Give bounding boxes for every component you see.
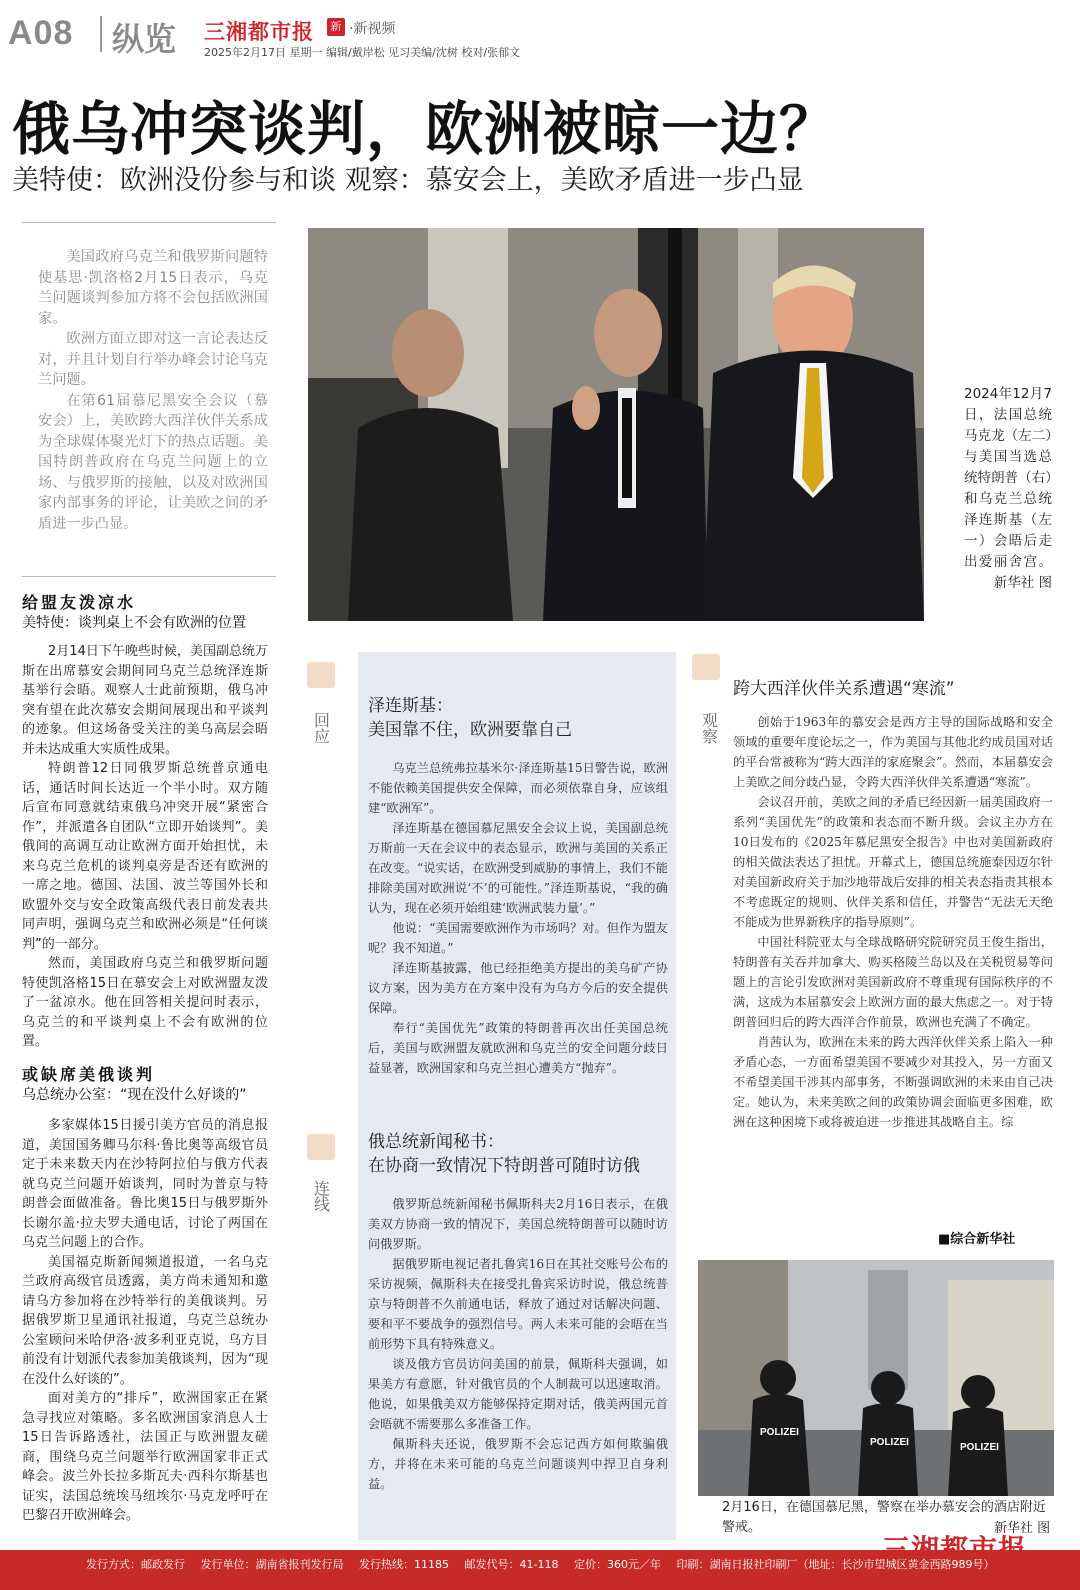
section1-subtitle: 美特使：谈判桌上不会有欧洲的位置 <box>22 615 246 631</box>
body-paragraph: 美国福克斯新闻频道报道，一名乌克兰政府高级官员透露，美方尚未通知和邀请乌方参加将在沙特举行的美俄谈判。另据俄罗斯卫星通讯社报道，乌克兰总统办公室顾问米哈伊洛·波多利亚克说，乌方目前没有计划派代表参加美俄谈判，因为“现在没什么好谈的”。 <box>22 1254 268 1387</box>
body-paragraph: 2月14日下午晚些时候，美国副总统万斯在出席慕安会期间同乌克兰总统泽连斯基举行会晤。观察人士此前预期，俄乌冲突有望在此次慕安会期间展现出和平谈判的迹象。但这场备受关注的美乌高层会晤并未达成重大实质性成果。 <box>22 644 268 757</box>
speech-bubble-icon <box>307 662 335 688</box>
footer-bar <box>0 1550 1080 1590</box>
body-paragraph: 据俄罗斯电视记者扎鲁宾16日在其社交账号公布的采访视频，佩斯科夫在接受扎鲁宾采访时说，俄总统普京与特朗普不久前通电话，释放了通过对话解决问题、要和平不要战争的强烈信号。两人未来可能的会晤在当前形势下具有特殊意义。 <box>368 1257 668 1351</box>
body-paragraph: 谈及俄方官员访问美国的前景，佩斯科夫强调，如果美方有意愿，针对俄官员的个人制裁可以迅速取消。他说，如果俄美双方能够保持定期对话，俄美两国元首会晤就不需要那么多准备工作。 <box>368 1357 668 1431</box>
police-label: POLIZEI <box>870 1437 909 1448</box>
masthead <box>0 0 1080 64</box>
section2-title: 或缺席美俄谈判 <box>22 1065 156 1084</box>
photo2-caption: 2月16日，在德国慕尼黑，警察在举办慕安会的酒店附近警戒。 <box>722 1500 1046 1535</box>
body-paragraph: 然而，美国政府乌克兰和俄罗斯问题特使凯洛格15日在慕安会上对欧洲盟友泼了一盆凉水。他在回答相关提问时表示，乌克兰的和平谈判桌上不会有欧洲的位置。 <box>22 956 268 1049</box>
section2-body <box>22 1116 268 1526</box>
leaders-photo-illustration <box>308 228 924 621</box>
connect-title <box>368 1130 640 1178</box>
body-paragraph: 乌克兰总统弗拉基米尔·泽连斯基15日警告说，欧洲不能依赖美国提供安全保障，而必须依靠自身，应该组建“欧洲军”。 <box>368 761 668 815</box>
footer-item: 发行方式：邮政发行 <box>86 1558 185 1571</box>
body-paragraph: 会议召开前，美欧之间的矛盾已经因新一届美国政府一系列“美国优先”的政策和表态而不断升级。会议主办方在10日发布的《2025年慕尼黑安全报告》中也对美国新政府的相关做法表达了担忧。开幕式上，德国总统施泰因迈尔针对美国新政府关于加沙地带战后安排的相关表态指责其根本不考虑既定的规则、伙伴关系和信任，并警告“无法无天绝不能成为世界新秩序的指导原则”。 <box>733 795 1053 929</box>
body-paragraph: 中国社科院亚太与全球战略研究院研究员王俊生指出，特朗普有关吞并加拿大、购买格陵兰岛以及在关税贸易等问题上的言论引发欧洲对美国新政府不尊重现有国际秩序的不满，这成为本届慕安会上欧洲方面的最大焦虑之一。对于特朗普回归后的跨大西洋合作前景，欧洲也充满了不确定。 <box>733 935 1053 1029</box>
side-label-observe <box>694 712 724 749</box>
body-paragraph: 泽连斯基披露，他已经拒绝美方提出的美乌矿产协议方案，因为美方在方案中没有为乌方今后的安全提供保障。 <box>368 961 668 1015</box>
section-name: 纵览 <box>112 20 177 58</box>
response-title <box>368 694 572 742</box>
lead-paragraph: 美国政府乌克兰和俄罗斯问题特使基思·凯洛格2月15日表示，乌克兰问题谈判参加方将不会包括欧洲国家。 <box>38 249 268 327</box>
connect-title-line2: 在协商一致情况下特朗普可随时访俄 <box>368 1156 640 1176</box>
lead-paragraph: 欧洲方面立即对这一言论表达反对，并且计划自行举办峰会讨论乌克兰问题。 <box>38 331 268 388</box>
connect-title-line1: 俄总统新闻秘书： <box>368 1132 504 1152</box>
section1-body <box>22 642 268 1052</box>
footer-item: 发行单位：湖南省报刊发行局 <box>200 1558 344 1571</box>
response-title-line2: 美国靠不住，欧洲要靠自己 <box>368 720 572 740</box>
photo2-credit: 新华社 图 <box>994 1521 1051 1536</box>
section2-subtitle: 乌总统办公室：“现在没什么好谈的” <box>22 1087 247 1103</box>
lead-paragraph: 在第61届慕尼黑安全会议（慕安会）上，美欧跨大西洋伙伴关系成为全球媒体聚光灯下的热点话题。美国特朗普政府在乌克兰问题上的立场、与俄罗斯的接触，以及对欧洲国家内部事务的评论，让美欧之间的矛盾进一步凸显。 <box>38 392 268 532</box>
body-paragraph: 肖茜认为，欧洲在未来的跨大西洋伙伴关系上陷入一种矛盾心态，一方面希望美国不要减少对其投入，另一方面又不希望美国干涉其内部事务，不断强调欧洲的未来由自己决定。她认为，未来美欧之间的政策协调会面临更多困难，欧洲在这种困境下或将被迫进一步推进其战略自主。综 <box>733 1035 1053 1129</box>
photo1-caption-text: 2024年12月7日，法国总统马克龙（左二）与美国当选总统特朗普（右）和乌克兰总统泽连斯基（左一）会晤后走出爱丽舍宫。 <box>964 386 1052 570</box>
new-badge-icon: 新 <box>327 18 345 36</box>
headline: 俄乌冲突谈判，欧洲被晾一边？ <box>12 95 839 163</box>
masthead-divider <box>100 16 102 52</box>
body-paragraph: 俄罗斯总统新闻秘书佩斯科夫2月16日表示，在俄美双方协商一致的情况下，美国总统特朗普可以随时访问俄罗斯。 <box>368 1197 668 1251</box>
police-photo-illustration <box>698 1260 1054 1496</box>
body-paragraph: 面对美方的“排斥”，欧洲国家正在紧急寻找应对策略。多名欧洲国家消息人士15日告诉路透社，法国正与欧洲盟友磋商，围绕乌克兰问题举行欧洲国家非正式峰会。波兰外长拉多斯瓦夫·西科尔斯基也证实，法国总统埃马纽埃尔·马克龙呼吁在巴黎召开欧洲峰会。 <box>22 1391 268 1523</box>
body-paragraph: 佩斯科夫还说，俄罗斯不会忘记西方如何欺骗俄方，并将在未来可能的乌克兰问题谈判中捍卫自身利益。 <box>368 1437 668 1491</box>
footer-item: 发行热线：11185 <box>359 1558 449 1571</box>
police-label: POLIZEI <box>760 1427 799 1438</box>
footer-item: 印刷：湖南日报社印刷厂（地址：长沙市望城区黄金西路989号） <box>676 1558 995 1571</box>
body-paragraph: 多家媒体15日援引美方官员的消息报道，美国国务卿马尔科·鲁比奥等高级官员定于未来数天内在沙特阿拉伯与俄方代表就乌克兰问题开始谈判，同时为普京与特朗普会面做准备。鲁比奥15日与俄罗斯外长谢尔盖·拉夫罗夫通电话，讨论了两国在乌克兰问题上的合作。 <box>22 1118 268 1250</box>
photo1-caption <box>964 384 1052 594</box>
body-paragraph: 奉行“美国优先”政策的特朗普再次出任美国总统后，美国与欧洲盟友就欧洲和乌克兰的安全问题分歧日益显著，欧洲国家和乌克兰担心遭美方“抛弃”。 <box>368 1021 668 1075</box>
side-label-response <box>306 712 336 749</box>
masthead-info: 2025年2月17日 星期一 编辑/戴岸松 见习美编/沈树 校对/张郁文 <box>204 46 521 59</box>
footer-item: 定价：360元／年 <box>573 1558 661 1571</box>
response-title-line1: 泽连斯基： <box>368 696 453 716</box>
footer-item: 邮发代号：41-118 <box>464 1558 559 1571</box>
page-number: A08 <box>8 14 74 52</box>
body-paragraph: 创始于1963年的慕安会是西方主导的国际战略和安全领域的重要年度论坛之一，作为美国与其他北约成员国对话的平台常被称为“跨大西洋的家庭聚会”。然而，本届慕安会上美欧之间分歧凸显，令跨大西洋伙伴关系遭遇“寒流”。 <box>733 715 1053 789</box>
connect-body <box>368 1194 668 1494</box>
speech-bubble-icon <box>307 1134 335 1160</box>
police-label: POLIZEI <box>960 1442 999 1453</box>
subheadline: 美特使：欧洲没份参与和谈 观察：慕安会上，美欧矛盾进一步凸显 <box>12 165 804 196</box>
side-label-response-text: 回应 <box>311 712 331 744</box>
observe-body <box>733 712 1053 1132</box>
police-photo <box>698 1260 1054 1496</box>
lead-box <box>22 222 276 577</box>
speech-bubble-icon <box>692 654 720 680</box>
body-paragraph: 他说：“美国需要欧洲作为市场吗？对。但作为盟友呢？我不知道。” <box>368 921 668 955</box>
sub-brand: ·新视频 <box>349 21 396 37</box>
side-label-connect <box>306 1180 336 1217</box>
response-body <box>368 758 668 1078</box>
section1-title: 给盟友泼凉水 <box>22 593 137 612</box>
body-paragraph: 特朗普12日同俄罗斯总统普京通电话，通话时间长达近一个半小时。双方随后宣布同意就结束俄乌冲突开展“紧密合作”，并派遣各自团队“立即开始谈判”。美俄间的高调互动让欧洲方面开始担忧，未来乌克兰危机的谈判桌旁是否还有欧洲的一席之地。德国、法国、波兰等国外长和欧盟外交与安全政策高级代表日前发表共同声明，强调乌克兰和欧洲必须是“任何谈判”的一部分。 <box>22 761 268 952</box>
leaders-photo <box>308 228 924 621</box>
observe-title: 跨大西洋伙伴关系遭遇“寒流” <box>733 679 955 699</box>
observe-signature: ■综合新华社 <box>938 1232 1016 1247</box>
side-label-connect-text: 连线 <box>311 1180 331 1212</box>
side-label-observe-text: 观察 <box>699 712 719 744</box>
paper-logo: 三湘都市报 <box>204 20 314 44</box>
photo1-credit: 新华社 图 <box>993 575 1052 591</box>
body-paragraph: 泽连斯基在德国慕尼黑安全会议上说，美国副总统万斯前一天在会议中的表态显示，欧洲与美国的关系正在改变。“说实话，在欧洲受到威胁的事情上，我们不能排除美国对欧洲说‘不’的可能性。”泽连斯基说，“我的确认为，现在必须开始组建‘欧洲武装力量’。” <box>368 821 668 915</box>
